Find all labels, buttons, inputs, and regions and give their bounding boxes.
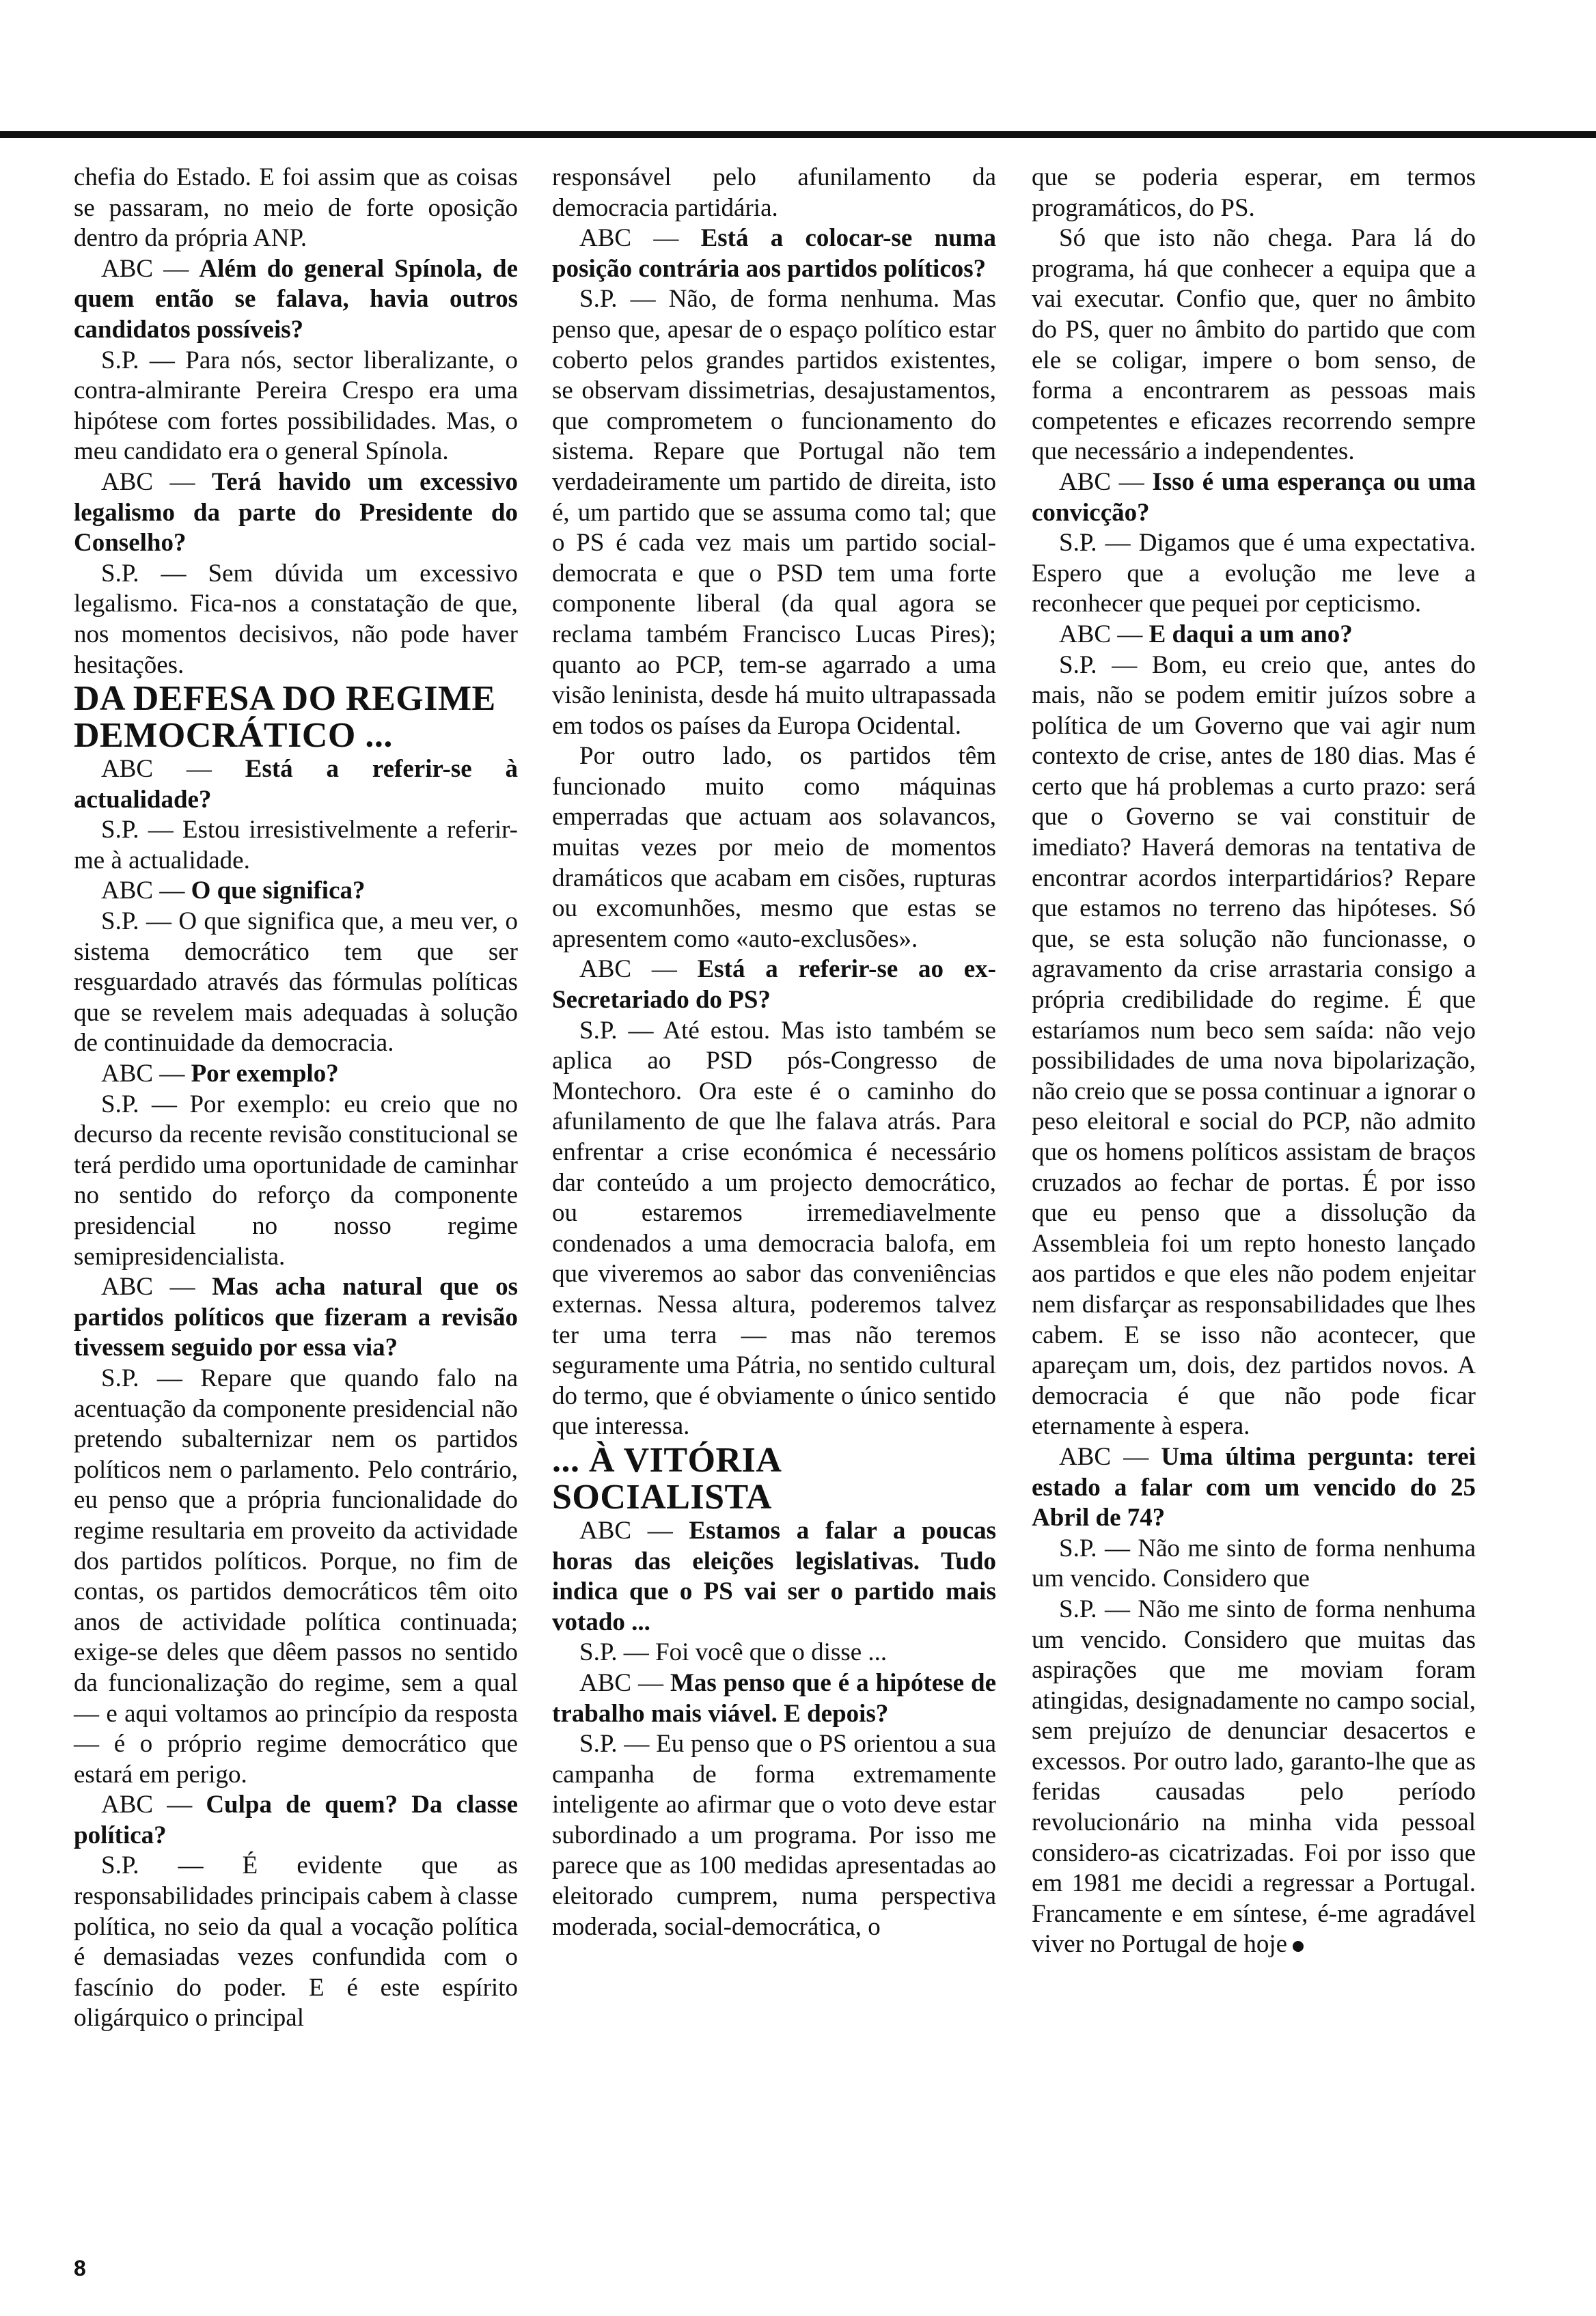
- question-text: Mas acha natural que os partidos políticos que fizeram a revisão tivessem seguido por essa via?: [74, 1273, 519, 1362]
- speaker-label: ABC —: [579, 1516, 673, 1545]
- body-text: Por outro lado, os partidos têm funcionado muito como máquinas emperradas que actuam aos solavancos, muitas vezes por meio de momentos dramáticos que acabam em cisões, rupturas ou excomunhões, mesmo que estas se apresentem como «auto-exclusões».: [552, 742, 996, 953]
- interview-answer: [1032, 528, 1476, 620]
- interview-question: [74, 754, 518, 815]
- section-heading: DA DEFESA DO REGIME DEMOCRÁTICO ...: [74, 679, 496, 756]
- speaker-label: S.P. —: [1059, 1595, 1130, 1623]
- body-text: Por exemplo: eu creio que no decurso da recente revisão constitucional se terá perdido uma oportunidade de caminhar no sentido do reforço da componente presidencial no nosso regime semipresidencialista.: [74, 1090, 518, 1271]
- speaker-label: S.P. —: [579, 1730, 650, 1759]
- article-column-2: [552, 163, 996, 1942]
- body-text: Não me sinto de forma nenhuma um vencido. Considero que: [1032, 1534, 1476, 1593]
- interview-answer: [1032, 1595, 1476, 1960]
- body-text: Repare que quando falo na acentuação da componente presidencial não pretendo subalternizar nem os partidos políticos nem o parlamento. Pelo contrário, eu penso que a própria funcionalidade do regime resultaria em proveito da actividade dos partidos políticos. Porque, no fim de contas, os partidos democráticos têm oito anos de actividade política continuada; exige-se deles que dêem passos no sentido da funcionalização do regime, sem a qual — e aqui voltamos ao princípio da resposta — é o próprio regime democrático que estará em perigo.: [74, 1364, 518, 1789]
- speaker-label: S.P. —: [101, 559, 187, 588]
- interview-answer: [74, 559, 518, 680]
- body-text: Para nós, sector liberalizante, o contra-almirante Pereira Crespo era uma hipótese com fortes possibilidades. Mas, o meu candidato era o general Spínola.: [74, 346, 518, 466]
- interview-answer: [74, 815, 518, 876]
- interview-answer: [1032, 1534, 1476, 1595]
- paragraph: [552, 163, 996, 223]
- interview-question: [1032, 620, 1476, 650]
- speaker-label: S.P. —: [1059, 1534, 1130, 1562]
- speaker-label: S.P. —: [101, 1851, 204, 1880]
- body-text: Eu penso que o PS orientou a sua campanha de forma extremamente inteligente ao afirmar que o voto deve estar subordinado a um programa. Por isso me parece que as 100 medidas apresentadas ao eleitorado cumprem, numa perspectiva moderada, social-democrática, o: [552, 1730, 996, 1941]
- interview-question: [1032, 467, 1476, 528]
- end-of-article-bullet: [1293, 1941, 1304, 1952]
- interview-answer: [552, 284, 996, 741]
- interview-question: [552, 1516, 996, 1638]
- speaker-label: ABC —: [101, 1791, 193, 1819]
- speaker-label: S.P. —: [1059, 529, 1131, 557]
- body-text: Bom, eu creio que, antes do mais, não se podem emitir juízos sobre a política de um Governo que vai agir num contexto de crise, antes de 180 dias. Mas é certo que há problemas a curto prazo: será que o Governo se vai constituir de imediato? Haverá demoras na tentativa de encontrar acordos interpartidários? Repare que estamos no terreno das hipóteses. Só que, se esta solução não funcionasse, o agravamento da crise arrastaria consigo a própria credibilidade do regime. É que estaríamos num beco sem saída: não vejo possibilidades de uma nova bipolarização, não creio que se possa continuar a ignorar o peso eleitoral e social do PCP, não admito que os homens políticos assistam de braços cruzados ao fechar de portas. É por isso que eu penso que a dissolução da Assembleia foi um repto honesto lançado aos partidos e que eles não podem enjeitar nem disfarçar as responsabilidades que lhes cabem. E se isso não acontecer, que apareçam um, dois, dez partidos novos. A democracia é que não pode ficar eternamente à espera.: [1032, 650, 1476, 1441]
- speaker-label: S.P. —: [101, 907, 171, 936]
- speaker-label: ABC —: [1059, 620, 1143, 648]
- top-rule: [0, 131, 1596, 138]
- interview-question: [74, 1272, 518, 1364]
- speaker-label: S.P. —: [101, 1364, 182, 1392]
- article-column-3: [1032, 163, 1476, 1960]
- body-text: Só que isto não chega. Para lá do programa, há que conhecer a equipa que a vai executar. Confio que, quer no âmbito do PS, quer no âmbito do partido que com ele se coligar, impere o bom senso, de forma a encontrarem as pessoas mais competentes e eficazes recorrendo sempre que necessário a independentes.: [1032, 224, 1476, 466]
- interview-question: [74, 1059, 518, 1090]
- speaker-label: ABC —: [579, 224, 679, 253]
- question-text: E daqui a um ano?: [1148, 620, 1353, 648]
- body-text: chefia do Estado. E foi assim que as coisas se passaram, no meio de forte oposição dentro da própria ANP.: [74, 163, 518, 253]
- interview-question: [552, 954, 996, 1015]
- interview-question: [74, 876, 518, 907]
- interview-question: [74, 254, 518, 346]
- interview-answer: [74, 907, 518, 1059]
- question-text: Está a colocar-se numa posição contrária aos partidos políticos?: [552, 224, 997, 283]
- question-text: Isso é uma esperança ou uma convicção?: [1032, 467, 1476, 527]
- speaker-label: ABC —: [579, 1668, 664, 1697]
- speaker-label: ABC —: [101, 254, 189, 283]
- question-text: Por exemplo?: [191, 1060, 339, 1088]
- question-text: Uma última pergunta: terei estado a falar com um vencido do 25 Abril de 74?: [1032, 1442, 1476, 1532]
- body-text: Não me sinto de forma nenhuma um vencido. Considero que muitas das aspirações que me moviam foram atingidas, designadamente no campo social, sem prejuízo de denunciar desacertos e excessos. Por outro lado, garanto-lhe que as feridas causadas pelo período revolucionário na minha vida pessoal considero-as cicatrizadas. Foi por isso que em 1981 me decidi a regressar a Portugal. Francamente e em síntese, é-me agradável viver no Portugal de hoje: [1032, 1595, 1476, 1959]
- body-text: O que significa que, a meu ver, o sistema democrático tem que ser resguardado através das fórmulas políticas que se revelem mais adequadas à solução de continuidade da democracia.: [74, 907, 518, 1058]
- speaker-label: S.P. —: [1059, 650, 1138, 679]
- question-text: Estamos a falar a poucas horas das eleições legislativas. Tudo indica que o PS vai ser o partido mais votado ...: [552, 1516, 997, 1636]
- speaker-label: S.P. —: [579, 1638, 649, 1667]
- interview-answer: [552, 1729, 996, 1942]
- body-text: Sem dúvida um excessivo legalismo. Fica-nos a constatação de que, nos momentos decisivos, não pode haver hesitações.: [74, 559, 519, 679]
- interview-question: [74, 467, 518, 559]
- paragraph: [74, 163, 518, 254]
- interview-question: [1032, 1442, 1476, 1534]
- paragraph: [1032, 223, 1476, 467]
- question-text: Está a referir-se à actualidade?: [74, 755, 519, 814]
- speaker-label: ABC —: [101, 755, 212, 784]
- speaker-label: ABC —: [1059, 1442, 1149, 1471]
- page-number: 8: [74, 2256, 86, 2280]
- question-text: Mas penso que é a hipótese de trabalho mais viável. E depois?: [552, 1668, 996, 1728]
- interview-answer: [1032, 650, 1476, 1442]
- interview-answer: [74, 346, 518, 467]
- body-text: Foi você que o disse ...: [655, 1638, 888, 1667]
- speaker-label: S.P. —: [579, 1016, 654, 1045]
- interview-answer: [552, 1016, 996, 1442]
- body-text: Até estou. Mas isto também se aplica ao PSD pós-Congresso de Montechoro. Ora este é o caminho do afunilamento de que lhe falava atrás. Para enfrentar a crise económica é necessário dar conteúdo a um projecto democrático, ou estaremos irremediavelmente condenados a uma democracia balofa, em que viveremos ao sabor das conveniências externas. Nessa altura, poderemos talvez ter uma terra — mas não teremos seguramente uma Pátria, no sentido cultural do termo, que é obviamente o único sentido que interessa.: [552, 1016, 996, 1441]
- question-text: Além do general Spínola, de quem então se falava, havia outros candidatos possíveis?: [74, 254, 518, 344]
- question-text: Está a referir-se ao ex-Secretariado do PS?: [552, 955, 997, 1015]
- speaker-label: S.P. —: [101, 346, 175, 374]
- body-text: É evidente que as responsabilidades principais cabem à classe política, no seio da qual a vocação política é demasiadas vezes confundida com o fascínio do poder. E é este espírito oligárquico o principal: [74, 1851, 519, 2032]
- speaker-label: S.P. —: [579, 285, 656, 314]
- body-text: Estou irresistivelmente a referir-me à actualidade.: [74, 816, 519, 874]
- speaker-label: ABC —: [101, 1060, 185, 1088]
- article-column-1: [74, 163, 518, 2034]
- speaker-label: ABC —: [101, 467, 195, 496]
- interview-answer: [74, 1090, 518, 1273]
- question-text: O que significa?: [191, 877, 366, 905]
- interview-answer: [552, 1638, 996, 1668]
- interview-question: [74, 1790, 518, 1851]
- body-text: Digamos que é uma expectativa. Espero que a evolução me leve a reconhecer que pequei por cepticismo.: [1032, 529, 1476, 618]
- question-text: Culpa de quem? Da classe política?: [74, 1791, 519, 1849]
- body-text: Não, de forma nenhuma. Mas penso que, apesar de o espaço político estar coberto pelos grandes partidos existentes, se observam dissimetrias, desajustamentos, que comprometem o funcionamento do sistema. Repare que Portugal não tem verdadeiramente um partido de direita, isto é, um partido que se assuma como tal; que o PS é cada vez mais um partido social-democrata e que o PSD tem uma forte componente liberal (da qual agora se reclama também Francisco Lucas Pires); quanto ao PCP, tem-se agarrado a uma visão leninista, desde há muito ultrapassada em todos os países da Europa Ocidental.: [552, 285, 996, 740]
- speaker-label: ABC —: [101, 877, 185, 905]
- section-heading: ... À VITÓRIA SOCIALISTA: [552, 1440, 780, 1517]
- body-text: responsável pelo afunilamento da democracia partidária.: [552, 163, 996, 222]
- paragraph: [1032, 163, 1476, 223]
- speaker-label: ABC —: [579, 955, 677, 984]
- speaker-label: S.P. —: [101, 816, 174, 844]
- interview-question: [552, 223, 996, 284]
- speaker-label: ABC —: [101, 1273, 195, 1301]
- question-text: Terá havido um excessivo legalismo da parte do Presidente do Conselho?: [74, 467, 518, 557]
- speaker-label: S.P. —: [101, 1090, 177, 1118]
- speaker-label: ABC —: [1059, 467, 1144, 496]
- body-text: que se poderia esperar, em termos programáticos, do PS.: [1032, 163, 1476, 222]
- interview-answer: [74, 1364, 518, 1790]
- paragraph: [552, 741, 996, 954]
- interview-answer: [74, 1851, 518, 2034]
- interview-question: [552, 1668, 996, 1729]
